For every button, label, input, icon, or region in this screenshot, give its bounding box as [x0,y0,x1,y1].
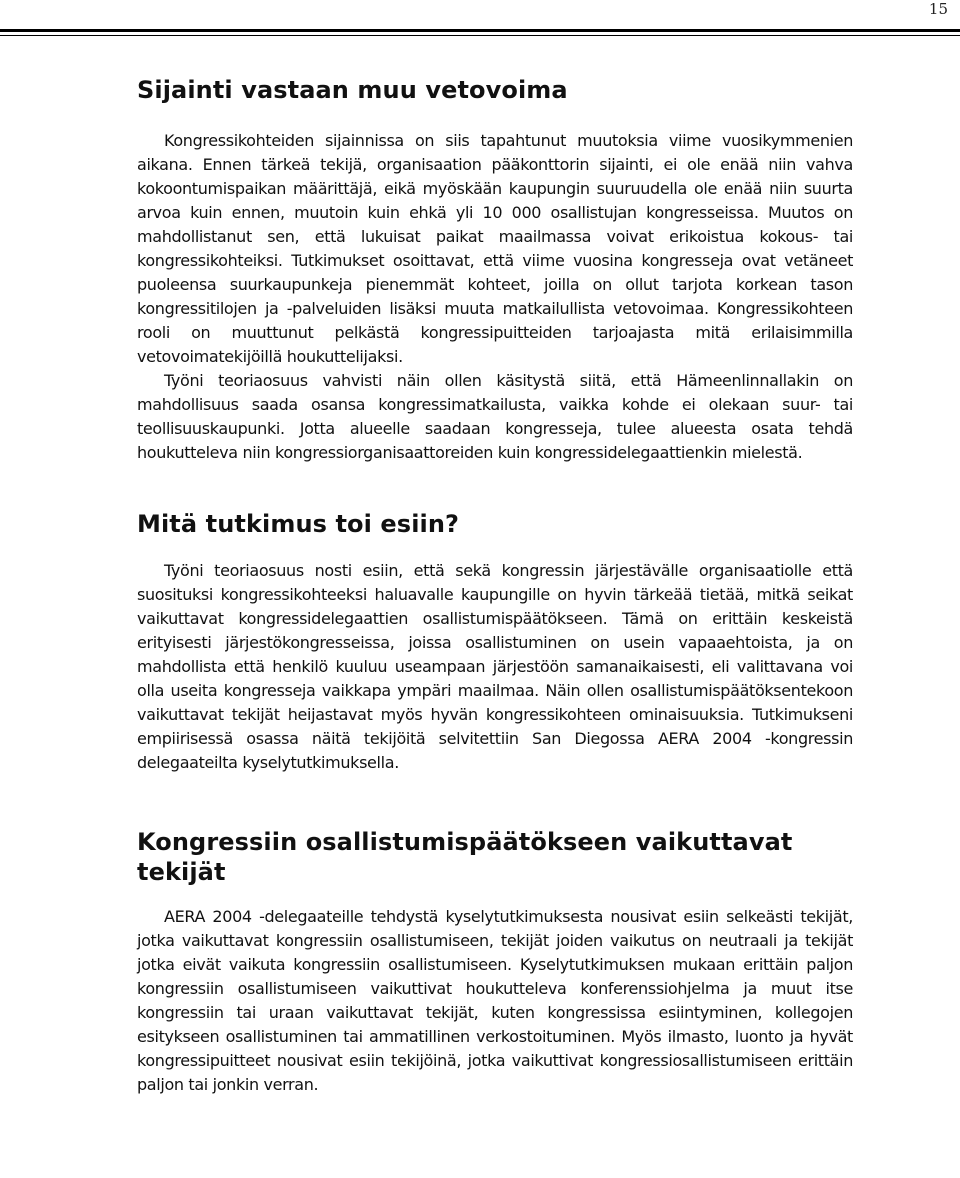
section-heading-factors: Kongressiin osallistumispäätökseen vaikuttavat tekijät [137,828,793,886]
paragraph: Kongressikohteiden sijainnissa on siis tapahtunut muutoksia viime vuosikymmenien aikana. Ennen tärkeä tekijä, organisaation pääkonttorin sijainti, ei ole enää niin vahva kokoontumispaikan määrittäjä, eikä myöskään kaupungin suuruudella ole enää niin suurta arvoa kuin ennen, muutoin kuin ehkä yli 10 000 osallistujan kongresseissa. Muutos on mahdollistanut sen, että lukuisat paikat maailmassa voivat erikoistua kokous- tai kongressikohteiksi. Tutkimukset osoittavat, että viime vuosina kongresseja ovat vetäneet puoleensa suurkaupunkeja pienemmät kohteet, joilla on ollut tarjota korkean tason kongressitilojen ja -palveluiden lisäksi muuta matkailullista vetovoimaa. Kongressikohteen rooli on muuttunut pelkästä kongressipuitteiden tarjoajasta mitä erilaisimmilla vetovoimatekijöillä houkuttelijaksi. [137,131,853,366]
page-number: 15 [928,0,948,18]
paragraph: Työni teoriaosuus vahvisti näin ollen käsitystä siitä, että Hämeenlinnallakin on mahdollisuus saada osansa kongressimatkailusta, vaikka kohde ei olekaan suur- tai teollisuuskaupunki. Jotta alueelle saadaan kongresseja, tulee alueesta osata tehdä houkutteleva niin kongressiorganisaattoreiden kuin kongressidelegaattienkin mielestä. [137,371,853,462]
header-rule [0,29,960,32]
paragraph: AERA 2004 -delegaateille tehdystä kyselytutkimuksesta nousivat esiin selkeästi tekijät, jotka vaikuttavat kongressiin osallistumiseen, tekijät joiden vaikutus on neutraali ja tekijät jotka eivät vaikuta kongressiin osallistumiseen. Kyselytutkimuksen mukaan erittäin paljon kongressiin osallistumiseen vaikuttivat houkutteleva konferenssiohjelma ja muut itse kongressiin tai uraan vaikuttavat tekijät, kuten kongressissa esiintyminen, kollegojen esitykseen osallistuminen tai ammatillinen verkostoituminen. Myös ilmasto, luonto ja hyvät kongressipuitteet nousivat esiin tekijöinä, jotka vaikuttivat kongressiosallistumiseen erittäin paljon tai jonkin verran. [137,907,853,1094]
paragraph: Työni teoriaosuus nosti esiin, että sekä kongressin järjestävälle organisaatiolle että suosituksi kongressikohteeksi haluavalle kaupungille on hyvin tärkeää tietää, mitkä seikat vaikuttavat kongressidelegaattien osallistumispäätökseen. Tämä on erittäin keskeistä erityisesti järjestökongresseissa, joissa osallistuminen on usein vapaaehtoista, ja on mahdollista että henkilö kuuluu useampaan järjestöön samanaikaisesti, eli valittavana voi olla useita kongresseja vaikkapa ympäri maailmaa. Näin ollen osallistumispäätöksentekoon vaikuttavat tekijät heijastavat myös hyvän kongressikohteen ominaisuuksia. Tutkimukseni empiirisessä osassa näitä tekijöitä selvitettiin San Diegossa AERA 2004 -kongressin delegaateilta kyselytutkimuksella. [137,561,853,772]
section-heading-findings: Mitä tutkimus toi esiin? [137,510,460,538]
page-content [137,70,853,1097]
section-heading-location: Sijainti vastaan muu vetovoima [137,76,568,104]
